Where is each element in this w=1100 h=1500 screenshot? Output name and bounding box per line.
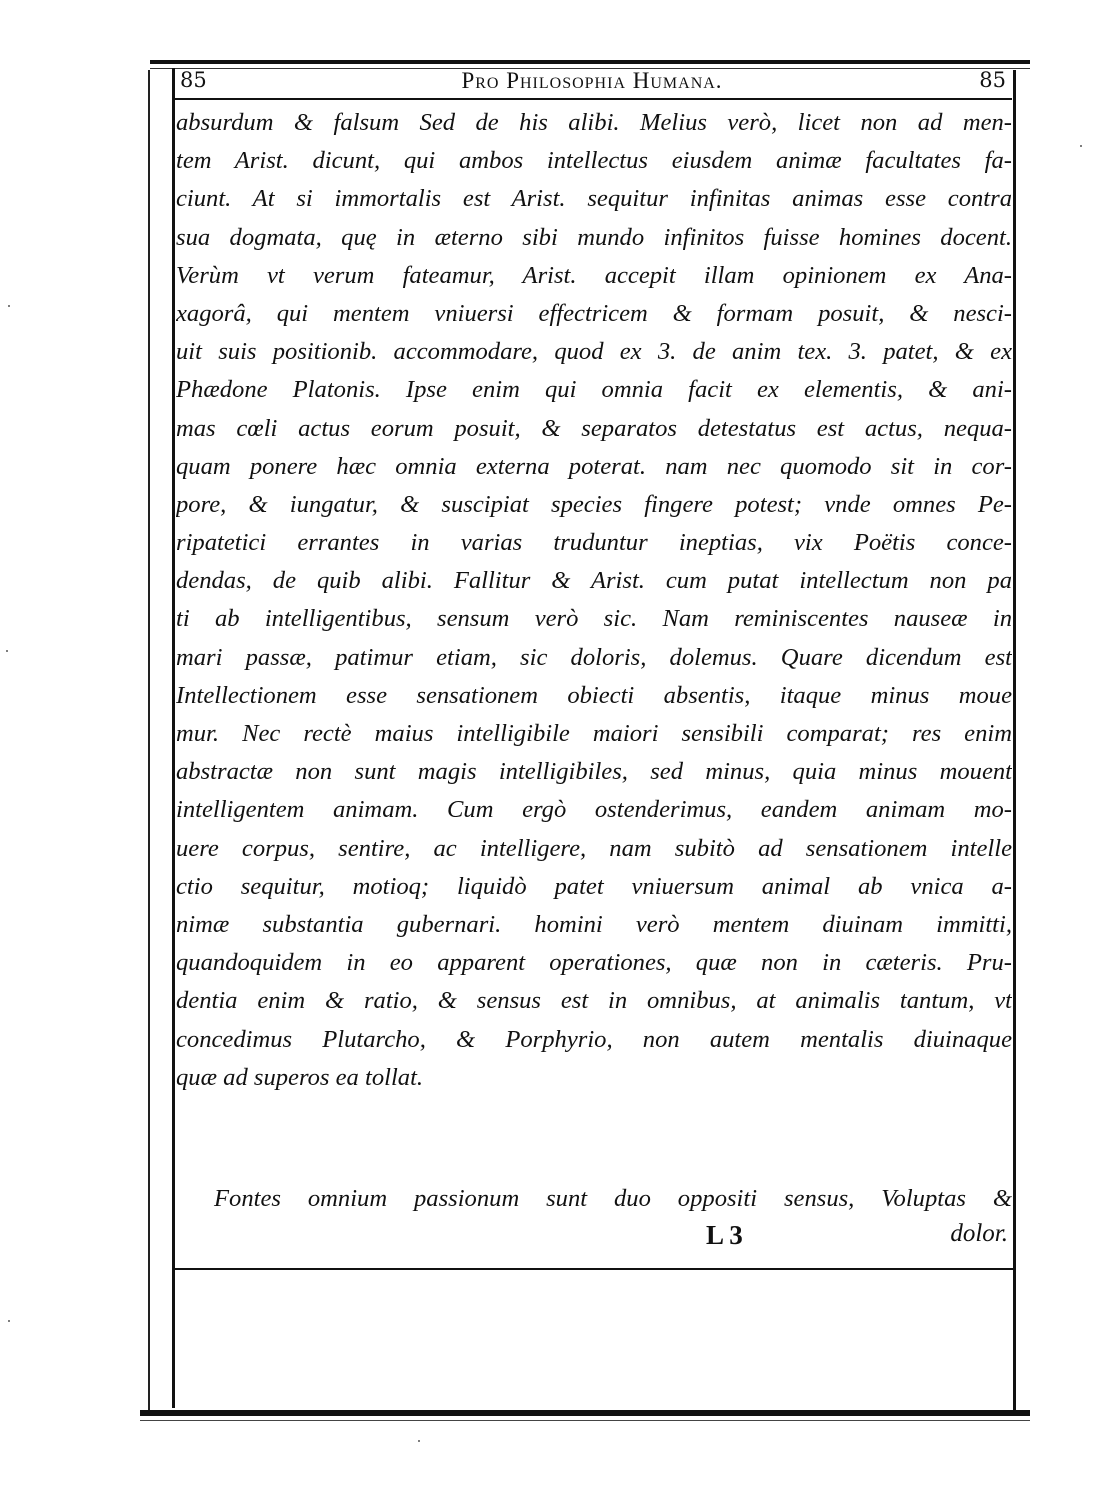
text-line: tem Arist. dicunt, qui ambos intellectus eiusdem animæ facultates fa- xyxy=(176,147,1012,175)
signature-mark: L 3 xyxy=(706,1220,743,1250)
text-line: ripatetici errantes in varias truduntur ineptias, vix Poëtis conce- xyxy=(176,529,1012,557)
text-line: uit suis positionib. accommodare, quod ex 3. de anim tex. 3. patet, & ex xyxy=(176,338,1012,366)
paragraph-line: Fontes omnium passionum sunt duo oppositi sensus, Voluptas & xyxy=(214,1185,1012,1212)
right-margin-rule xyxy=(1013,70,1016,1415)
paper-speck xyxy=(418,1440,420,1442)
left-margin-rule xyxy=(172,68,175,1408)
main-text-block xyxy=(176,104,1012,1097)
text-line: dentia enim & ratio, & sensus est in omnibus, at animalis tantum, vt xyxy=(176,987,1012,1015)
text-line: Phædone Platonis. Ipse enim qui omnia facit ex elementis, & ani- xyxy=(176,376,1012,404)
text-line: nimæ substantia gubernari. homini verò mentem diuinam immitti, xyxy=(176,910,1012,938)
paper-speck xyxy=(6,650,8,652)
text-line: abstractæ non sunt magis intelligibiles, sed minus, quia minus mouent xyxy=(176,758,1012,786)
text-line: quandoquidem in eo apparent operationes, quæ non in cæteris. Pru- xyxy=(176,949,1012,977)
page-footer xyxy=(176,1220,1012,1260)
text-line: ctio sequitur, motioq; liquidò patet vniuersum animal ab vnica a- xyxy=(176,872,1012,900)
text-line: ti ab intelligentibus, sensum verò sic. Nam reminiscentes nauseæ in xyxy=(176,605,1012,633)
paper-speck xyxy=(8,1320,10,1322)
paper-speck xyxy=(8,305,10,307)
text-line: mari passæ, patimur etiam, sic doloris, dolemus. Quare dicendum est xyxy=(176,643,1012,671)
text-line: mas cœli actus eorum posuit, & separatos detestatus est actus, nequa- xyxy=(176,414,1012,442)
text-line: pore, & iungatur, & suscipiat species fingere potest; vnde omnes Pe- xyxy=(176,490,1012,518)
next-paragraph xyxy=(176,1180,1012,1218)
text-line: sua dogmata, quę in æterno sibi mundo infinitos fuisse homines docent. xyxy=(176,223,1012,251)
page-number-right: 85 xyxy=(979,68,1006,92)
paper-speck xyxy=(1080,145,1082,147)
text-line: Verùm vt verum fateamur, Arist. accepit illam opinionem ex Ana- xyxy=(176,261,1012,289)
page-number-left: 85 xyxy=(180,68,207,92)
top-border-rule xyxy=(150,60,1030,64)
text-line: dendas, de quib alibi. Fallitur & Arist. cum putat intellectum non pa xyxy=(176,567,1012,595)
text-line: quæ ad superos ea tollat. xyxy=(176,1063,424,1091)
running-title: Pro Philosophia Humana. xyxy=(461,68,723,93)
text-line: mur. Nec rectè maius intelligibile maiori sensibili comparat; res enim xyxy=(176,720,1012,747)
text-line: uere corpus, sentire, ac intelligere, nam subitò ad sensationem intelle xyxy=(176,834,1012,862)
text-line: quam ponere hæc omnia externa poterat. nam nec quomodo sit in cor- xyxy=(176,452,1012,480)
text-line: xagorâ, qui mentem vniuersi effectricem & formam posuit, & nesci- xyxy=(176,299,1012,327)
bottom-border-rule xyxy=(140,1410,1030,1416)
text-line: absurdum & falsum Sed de his alibi. Melius verò, licet non ad men- xyxy=(176,109,1012,136)
header-rule xyxy=(172,98,1012,100)
bottom-border-thin-rule xyxy=(140,1420,1030,1421)
running-header xyxy=(172,68,1012,98)
text-line: concedimus Plutarcho, & Porphyrio, non autem mentalis diuinaque xyxy=(176,1025,1012,1053)
text-end-rule xyxy=(175,1268,1015,1270)
catchword: dolor. xyxy=(950,1220,1008,1247)
left-outer-margin-rule xyxy=(148,70,150,1415)
text-line: Intellectionem esse sensationem obiecti absentis, itaque minus moue xyxy=(176,681,1012,709)
text-line: intelligentem animam. Cum ergò ostenderimus, eandem animam mo- xyxy=(176,796,1012,824)
text-line: ciunt. At si immortalis est Arist. sequitur infinitas animas esse contra xyxy=(176,185,1012,213)
